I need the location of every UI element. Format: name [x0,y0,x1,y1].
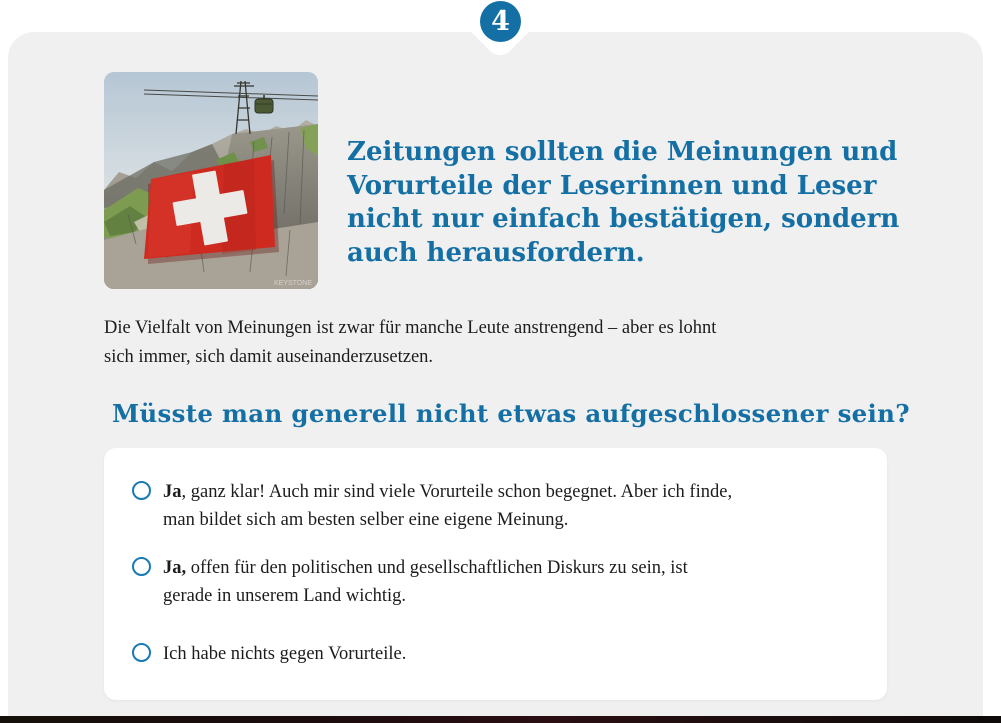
intro-paragraph [104,314,894,371]
headline-line-4: auch herausfordern. [347,237,645,268]
answer-option-3-label [163,640,406,668]
answer-option-3-line-1: Ich habe nichts gegen Vorurteile. [163,644,407,664]
keystone-watermark: KEYSTONE [274,280,312,287]
mountain-flag-photo [104,72,318,289]
headline-line-3: nicht nur einfach bestätigen, sondern [347,204,900,234]
answer-option-2-label [163,554,688,610]
question-text: Müsste man generell nicht etwas aufgeschlossener sein? [112,399,910,428]
next-section-edge [0,716,1001,723]
answer-option-3[interactable] [104,640,887,668]
answer-options-card [104,448,887,700]
question-number-badge [480,1,521,42]
statement-headline [347,136,907,270]
answer-option-1-line-1: , ganz klar! Auch mir sind viele Vorurteile schon begegnet. Aber ich finde, [181,482,733,502]
answer-option-1[interactable] [104,478,887,534]
answer-option-2-bold: Ja, [163,558,187,578]
answer-option-1-line-2: man bildet sich am besten selber eine eigene Meinung. [163,510,569,530]
question-number: 4 [491,6,510,37]
headline-line-1: Zeitungen sollten die Meinungen und [347,137,898,167]
intro-line-1: Die Vielfalt von Meinungen ist zwar für manche Leute anstrengend – aber es lohnt [104,318,717,338]
mountain-flag-illustration [104,72,318,289]
radio-button-1[interactable] [132,481,151,500]
answer-option-2-line-2: gerade in unserem Land wichtig. [163,586,406,606]
answer-option-1-label [163,478,732,534]
answer-option-1-bold: Ja [163,482,182,502]
answer-option-2[interactable] [104,554,887,610]
radio-button-2[interactable] [132,557,151,576]
intro-line-2: sich immer, sich damit auseinanderzusetzen. [104,346,434,367]
answer-option-2-line-1: offen für den politischen und gesellschaftlichen Diskurs zu sein, ist [186,558,688,578]
radio-button-3[interactable] [132,643,151,662]
headline-line-2: Vorurteile der Leserinnen und Leser [347,170,877,201]
